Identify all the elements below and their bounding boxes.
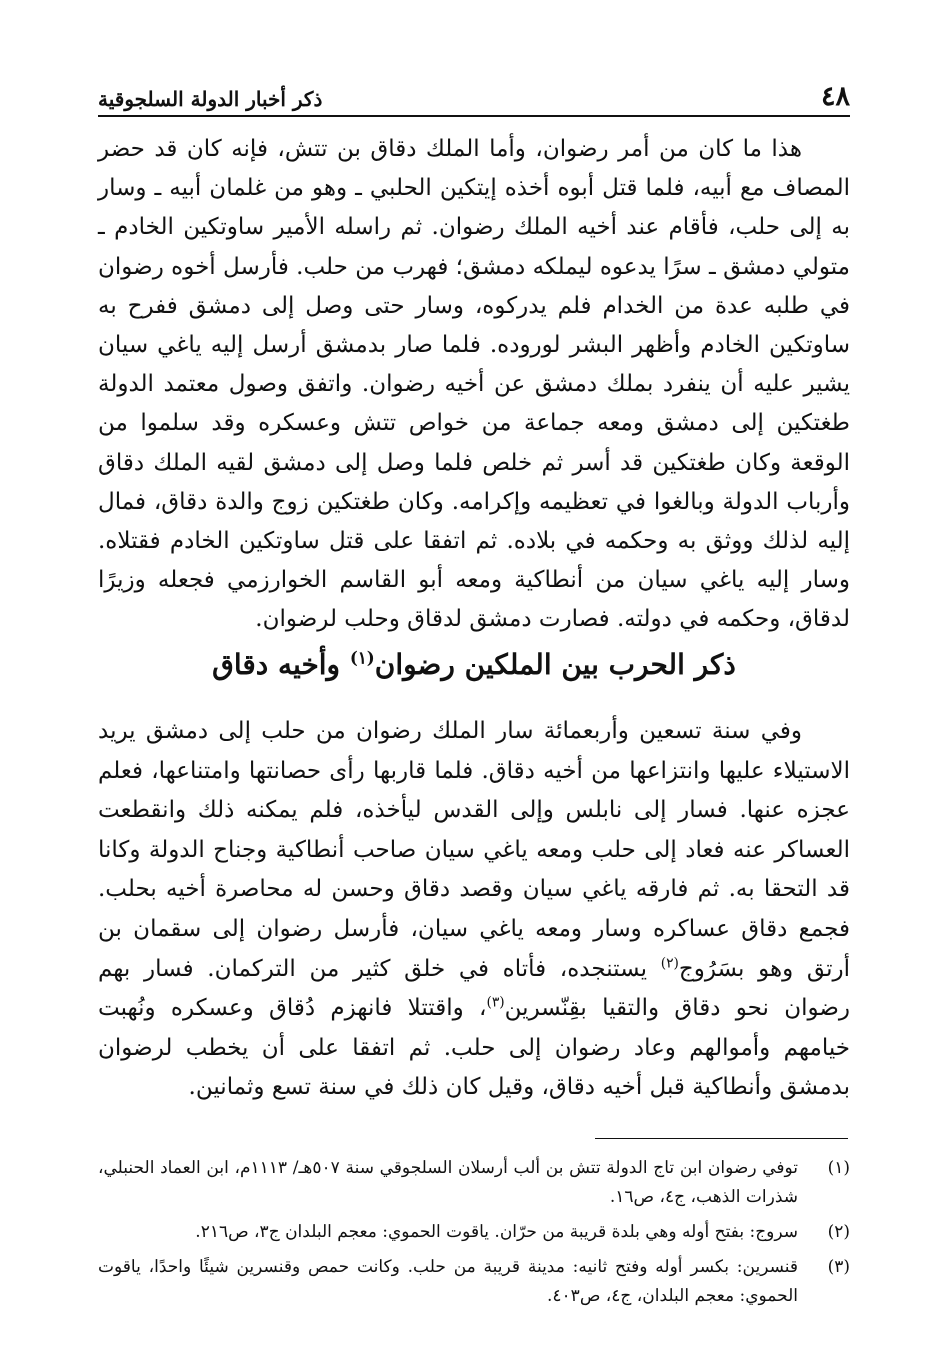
page-number: ٤٨ [820, 81, 850, 112]
footnote-1 [98, 1154, 850, 1212]
page-header [98, 80, 850, 120]
footnote-3 [98, 1253, 850, 1311]
heading-text-part2: وأخيه دقاق [212, 648, 350, 681]
footnote-number: (١) [827, 1158, 850, 1178]
footnote-rule [595, 1138, 848, 1139]
header-rule [98, 115, 850, 117]
footnote-ref-3: (٣) [486, 994, 505, 1011]
paragraph-2-part-c: ، واقتتلا فانهزم دُقاق وعسكره ونُهبت خيامهم وأموالهم وعاد رضوان إلى حلب. ثم اتفقا على أن يخطب لرضوان بدمشق وأنطاكية قبل أخيه دقاق، وقيل كان ذلك في سنة تسع وثمانين. [98, 995, 850, 1101]
paragraph-1 [98, 130, 850, 640]
section-heading [98, 643, 850, 687]
footnote-number: (٣) [827, 1257, 850, 1277]
footnote-ref-2: (٢) [660, 954, 679, 971]
paragraph-1-text: هذا ما كان من أمر رضوان، وأما الملك دقاق بن تتش، فإنه كان قد حضر المصاف مع أبيه، فلما قتل أبوه أخذه إيتكين الحلبي ـ وهو من غلمان أبيه ـ وسار به إلى حلب، فأقام عند أخيه الملك رضوان. ثم راسله الأمير ساوتكين الخادم ـ متولي دمشق ـ سرًا يدعوه ليملكه دمشق؛ فهرب من حلب. فأرسل أخوه رضوان في طلبه عدة من الخدام فلم يدركوه، وسار حتى وصل إلى دمشق ففرح به ساوتكين الخادم وأظهر البشر لوروده. فلما صار بدمشق أرسل إليه ياغي سيان يشير عليه أن ينفرد بملك دمشق عن أخيه رضوان. واتفق وصول معتمد الدولة طغتكين إلى دمشق ومعه جماعة من خواص تتش وعسكره وقد سلموا من الوقعة وكان طغتكين قد أسر ثم خلص فلما وصل إلى دمشق لقيه الملك دقاق وأرباب الدولة وبالغوا في تعظيمه وإكرامه. وكان طغتكين زوج والدة دقاق، فمال إليه لذلك ووثق به وحكمه في بلاده. ثم اتفقا على قتل ساوتكين الخادم فقتلاه. وسار إليه ياغي سيان من أنطاكية ومعه أبو القاسم الخوارزمي فجعله وزيرًا لدقاق، وحكمه في دولته. فصارت دمشق لدقاق وحلب لرضوان. [98, 136, 850, 633]
footnote-text: قنسرين: بكسر أوله وفتح ثانيه: مدينة قريبة من حلب. وكانت حمص وقنسرين شيئًا واحدًا، ياقوت الحموي: معجم البلدان، ج٤، ص٤٠٣. [98, 1257, 798, 1306]
heading-text-part1: ذكر الحرب بين الملكين رضوان [374, 648, 736, 681]
paragraph-2 [98, 712, 850, 1108]
footnote-text: سروج: بفتح أوله وهي بلدة قريبة من حرّان. ياقوت الحموي: معجم البلدان ج٣، ص٢١٦. [195, 1222, 798, 1242]
footnote-text: توفي رضوان ابن تاج الدولة تتش بن ألب أرسلان السلجوقي سنة ٥٠٧هـ/ ١١١٣م، ابن العماد الحنبلي، شذرات الذهب، ج٤، ص١٦. [98, 1158, 799, 1207]
footnote-2 [98, 1218, 850, 1247]
paragraph-2-part-a: وفي سنة تسعين وأربعمائة سار الملك رضوان من حلب إلى دمشق يريد الاستيلاء عليها وانتزاعها من أخيه دقاق. فلما قاربها رأى حصانتها وامتناعها، فعلم عجزه عنها. فسار إلى نابلس وإلى القدس ليأخذه، فلم يمكنه ذلك وانقطعت العساكر عنه فعاد إلى حلب ومعه ياغي سيان صاحب أنطاكية وجناح الدولة وكانا قد التحقا به. ثم فارقه ياغي سيان وقصد دقاق وحسن له محاصرة أخيه بحلب. فجمع دقاق عساكره وسار ومعه ياغي سيان، فأرسل رضوان إلى سقمان بن أرتق وهو بسَرُوج [98, 718, 851, 982]
footnote-number: (٢) [827, 1222, 850, 1242]
heading-footnote-ref: (١) [349, 647, 375, 668]
footnotes [98, 1154, 850, 1317]
running-title: ذكر أخبار الدولة السلجوقية [98, 87, 323, 111]
paragraph-2-part-b: يستنجده، فأتاه في خلق كثير من التركمان. فسار بهم رضوان نحو دقاق والتقيا بقِنّسرين [98, 955, 851, 1022]
paragraph-2-text [98, 712, 850, 1108]
